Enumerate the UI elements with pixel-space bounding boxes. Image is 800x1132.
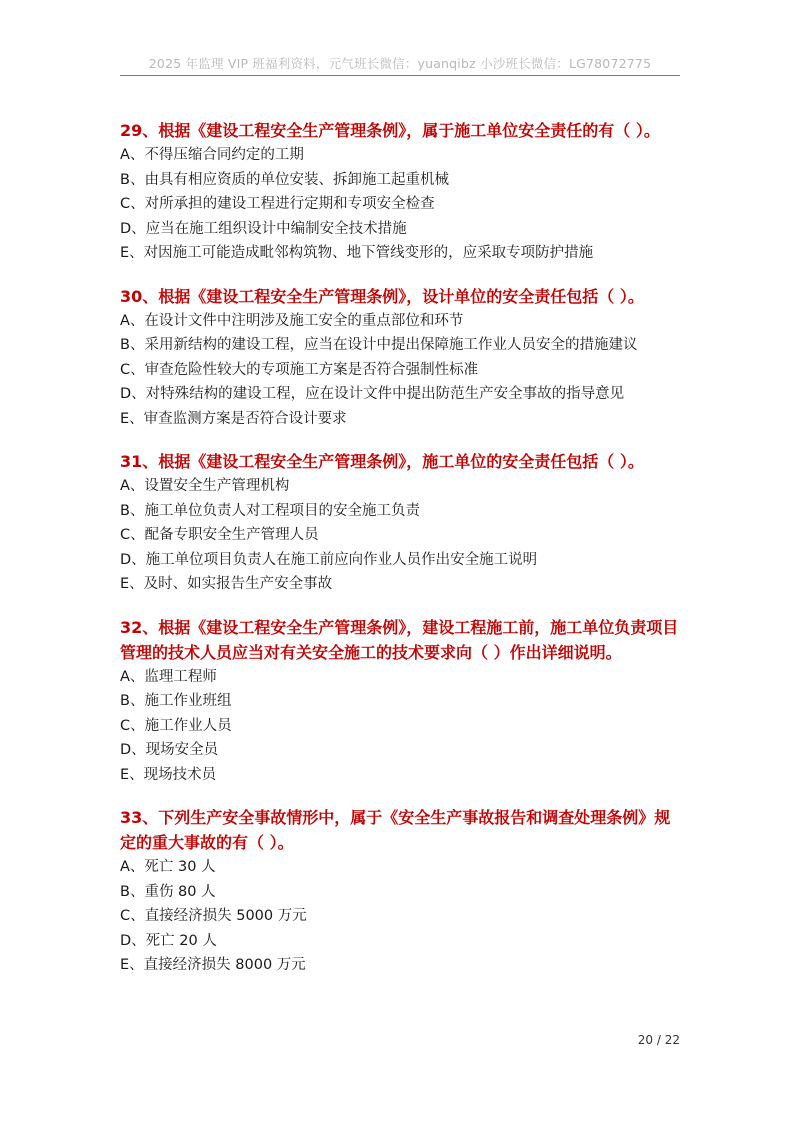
option-list (120, 309, 682, 432)
question-title: 30、根据《建设工程安全生产管理条例》，设计单位的安全责任包括（ ）。 (120, 286, 644, 306)
option-c: C、审查危险性较大的专项施工方案是否符合强制性标准 (120, 361, 479, 378)
question-list (120, 118, 682, 996)
option-d: D、应当在施工组织设计中编制安全技术措施 (120, 220, 407, 237)
question-31 (120, 449, 682, 597)
option-c: C、对所承担的建设工程进行定期和专项安全检查 (120, 196, 435, 212)
question-29 (120, 118, 682, 266)
option-a: A、设置安全生产管理机构 (120, 478, 290, 494)
option-list (120, 665, 682, 788)
option-c: C、施工作业人员 (120, 717, 232, 734)
option-b: B、施工作业班组 (120, 693, 232, 709)
option-c: C、配备专职安全生产管理人员 (120, 527, 319, 543)
option-a: A、不得压缩合同约定的工期 (120, 147, 304, 163)
question-32 (120, 615, 682, 788)
option-d: D、施工单位项目负责人在施工前应向作业人员作出安全施工说明 (120, 551, 538, 568)
question-30 (120, 284, 682, 432)
question-33 (120, 805, 682, 978)
option-a: A、在设计文件中注明涉及施工安全的重点部位和环节 (120, 312, 464, 329)
option-b: B、由具有相应资质的单位安装、拆卸施工起重机械 (120, 171, 449, 188)
option-e: E、直接经济损失 8000 万元 (120, 957, 306, 973)
option-e: E、现场技术员 (120, 766, 217, 783)
option-c: C、直接经济损失 5000 万元 (120, 908, 307, 924)
option-e: E、对因施工可能造成毗邻构筑物、地下管线变形的，应采取专项防护措施 (120, 245, 594, 261)
option-a: A、监理工程师 (120, 668, 217, 685)
question-title: 31、根据《建设工程安全生产管理条例》，施工单位的安全责任包括（ ）。 (120, 452, 644, 471)
page-number: 20 / 22 (637, 1033, 680, 1047)
option-d: D、死亡 20 人 (120, 932, 217, 949)
option-list (120, 474, 682, 597)
question-title: 29、根据《建设工程安全生产管理条例》，属于施工单位安全责任的有（ ）。 (120, 121, 660, 140)
option-b: B、重伤 80 人 (120, 883, 216, 900)
option-b: B、施工单位负责人对工程项目的安全施工负责 (120, 502, 420, 519)
header-divider (120, 75, 680, 76)
option-d: D、现场安全员 (120, 742, 219, 758)
option-a: A、死亡 30 人 (120, 859, 216, 875)
option-list (120, 855, 682, 978)
page-header: 2025 年监理 VIP 班福利资料，元气班长微信：yuanqibz 小沙班长微信：LG78072775 (148, 56, 652, 71)
option-b: B、采用新结构的建设工程，应当在设计中提出保障施工作业人员安全的措施建议 (120, 337, 638, 353)
question-title: 32、根据《建设工程安全生产管理条例》，建设工程施工前，施工单位负责项目管理的技术人员应当对有关安全施工的技术要求向（ ）作出详细说明。 (120, 617, 679, 662)
option-d: D、对特殊结构的建设工程，应在设计文件中提出防范生产安全事故的指导意见 (120, 386, 625, 402)
option-list (120, 143, 682, 266)
option-e: E、审查监测方案是否符合设计要求 (120, 410, 347, 427)
option-e: E、及时、如实报告生产安全事故 (120, 576, 333, 592)
question-title: 33、下列生产安全事故情形中，属于《安全生产事故报告和调查处理条例》规定的重大事故的有（ ）。 (120, 808, 671, 852)
